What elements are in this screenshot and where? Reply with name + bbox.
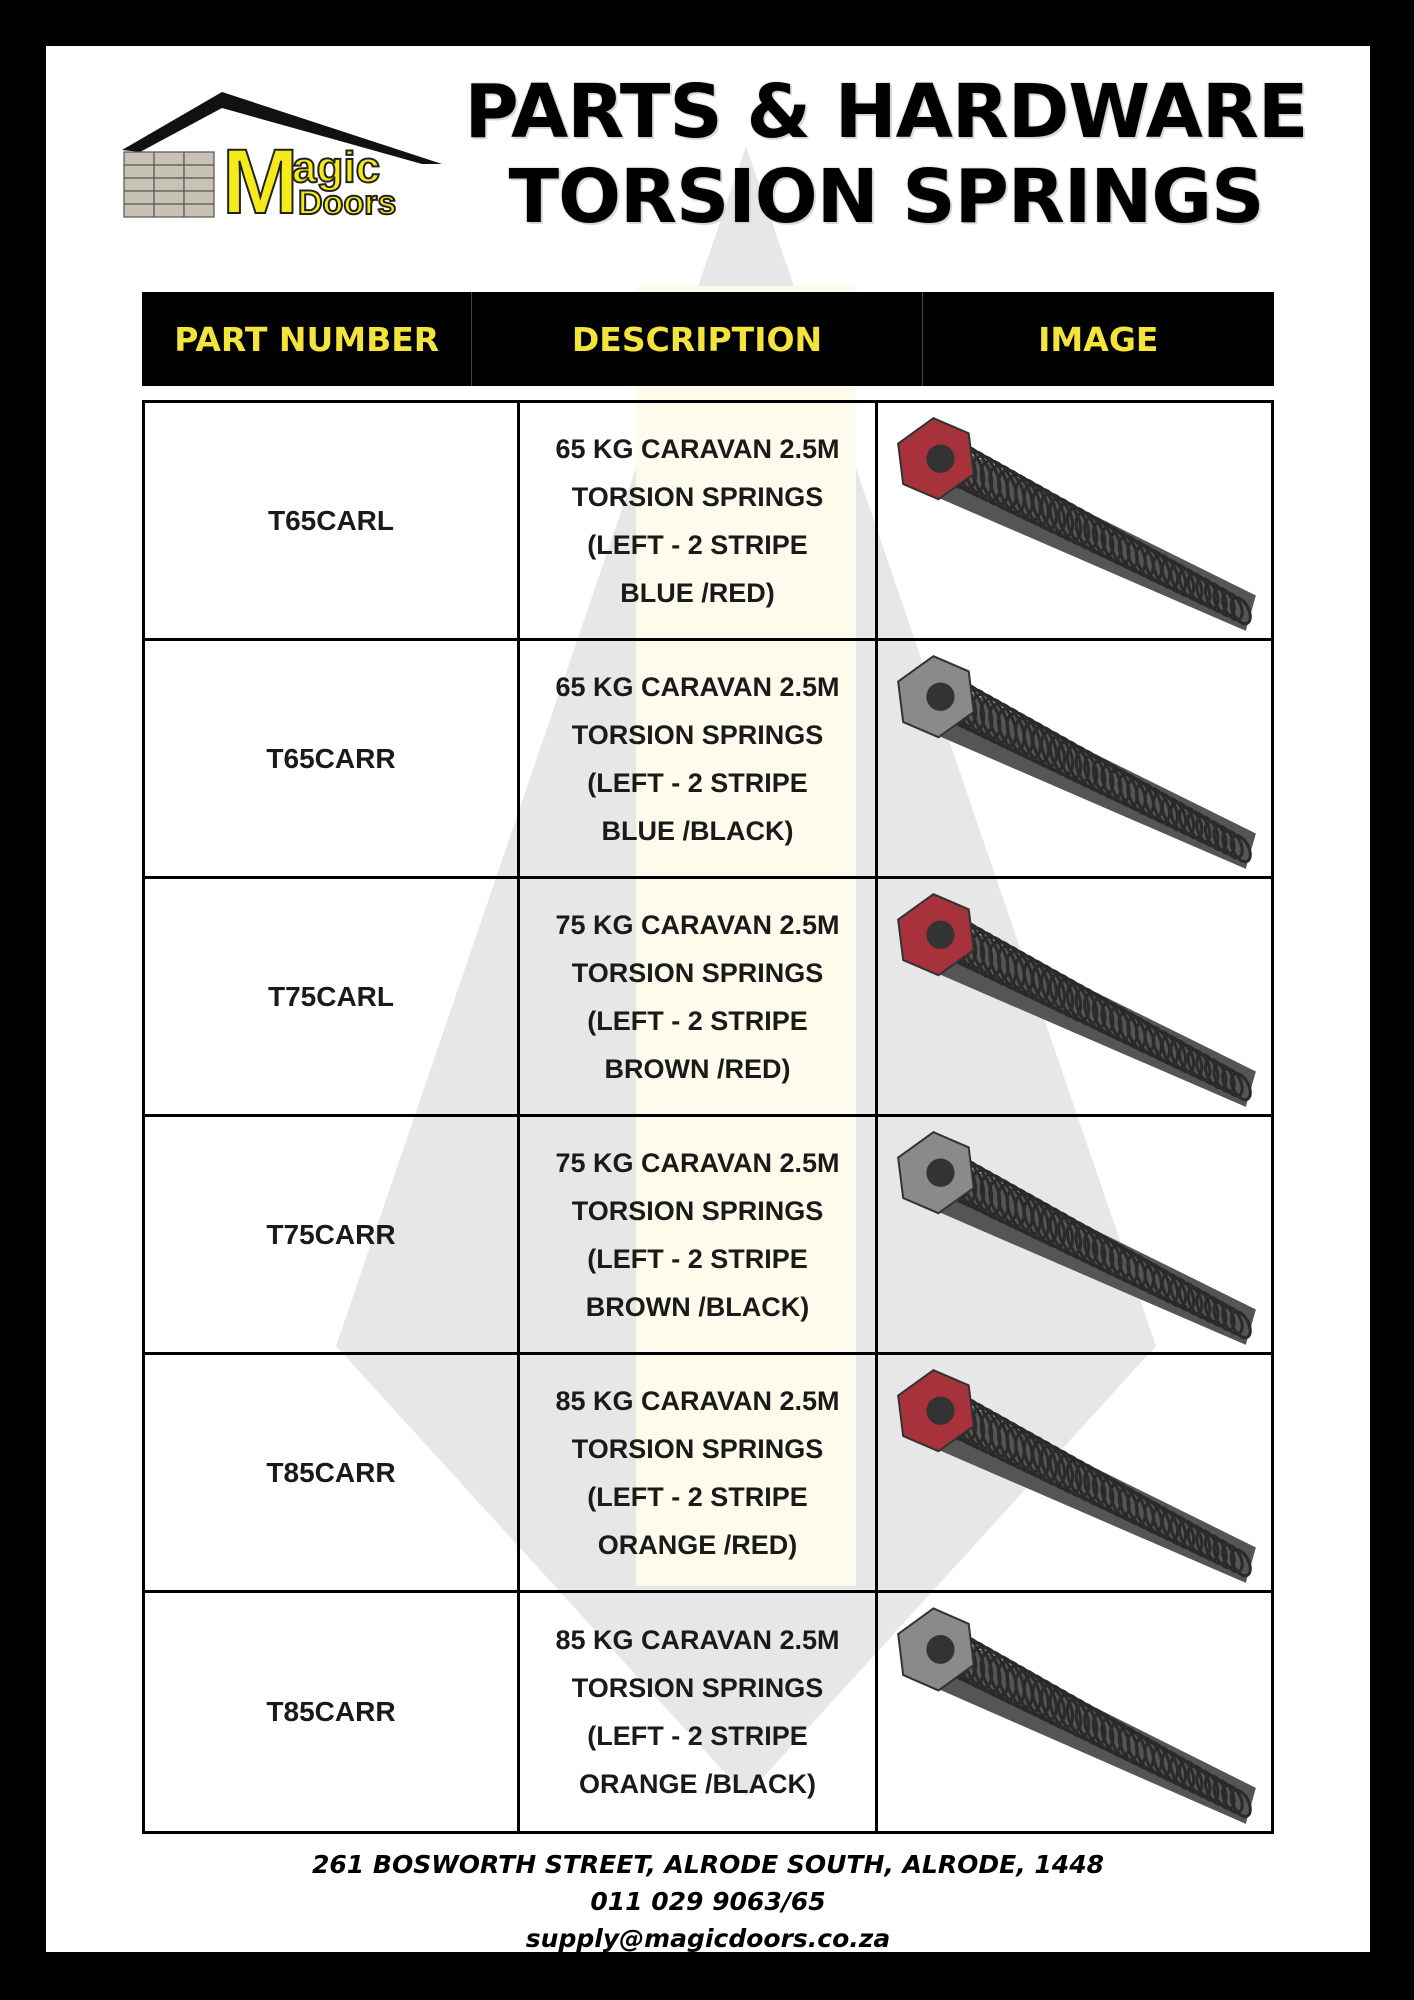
header-part-number: PART NUMBER: [142, 292, 472, 386]
part-number-cell: T75CARL: [145, 879, 520, 1114]
logo-wordmark: [222, 131, 397, 233]
torsion-spring-image: [878, 641, 1271, 876]
description-line: (LEFT - 2 STRIPE: [587, 1005, 808, 1036]
contact-footer: [46, 1846, 1370, 1952]
description-cell: [520, 1593, 878, 1831]
part-number-cell: T65CARL: [145, 403, 520, 638]
description-line: 65 KG CARAVAN 2.5M: [555, 433, 840, 464]
description-line: BLUE /RED): [620, 577, 775, 608]
product-table: [142, 400, 1274, 1834]
table-header: [142, 292, 1274, 386]
description-line: BLUE /BLACK): [601, 815, 794, 846]
torsion-spring-image: [878, 403, 1271, 638]
torsion-spring-image: [878, 879, 1271, 1114]
table-row: [145, 1593, 1271, 1831]
description-line: 85 KG CARAVAN 2.5M: [555, 1625, 840, 1655]
description-line: ORANGE /BLACK): [579, 1769, 816, 1799]
title-line-2: TORSION SPRINGS: [508, 154, 1264, 241]
description-line: TORSION SPRINGS: [571, 481, 824, 512]
table-row: [145, 1355, 1271, 1593]
description-line: TORSION SPRINGS: [571, 719, 824, 750]
logo-word-doors: Doors: [298, 184, 397, 222]
table-row: [145, 403, 1271, 641]
logo-word-agic: agic: [292, 143, 381, 192]
description-line: (LEFT - 2 STRIPE: [587, 1721, 808, 1751]
torsion-spring-image: [878, 1355, 1271, 1590]
footer-phone: 011 029 9063/65: [590, 1887, 826, 1916]
description-line: 85 KG CARAVAN 2.5M: [555, 1385, 840, 1416]
description-line: TORSION SPRINGS: [571, 1195, 824, 1226]
description-cell: [520, 403, 878, 638]
description-line: 75 KG CARAVAN 2.5M: [555, 909, 840, 940]
table-row: [145, 879, 1271, 1117]
page-title: [426, 69, 1346, 241]
description-line: (LEFT - 2 STRIPE: [587, 1481, 808, 1512]
description-line: TORSION SPRINGS: [571, 1673, 824, 1703]
description-line: TORSION SPRINGS: [571, 957, 824, 988]
description-line: (LEFT - 2 STRIPE: [587, 1243, 808, 1274]
description-line: ORANGE /RED): [597, 1529, 798, 1560]
description-cell: [520, 1117, 878, 1352]
description-line: (LEFT - 2 STRIPE: [587, 767, 808, 798]
description-cell: [520, 1355, 878, 1590]
description-line: TORSION SPRINGS: [571, 1433, 824, 1464]
description-line: BROWN /BLACK): [585, 1291, 810, 1322]
part-number-cell: T85CARR: [145, 1355, 520, 1590]
table-row: [145, 1117, 1271, 1355]
description-line: 65 KG CARAVAN 2.5M: [555, 671, 840, 702]
part-number-cell: T75CARR: [145, 1117, 520, 1352]
footer-address: 261 BOSWORTH STREET, ALRODE SOUTH, ALRODE, 1448: [312, 1850, 1104, 1879]
description-line: 75 KG CARAVAN 2.5M: [555, 1147, 840, 1178]
header-description: DESCRIPTION: [472, 292, 922, 386]
logo-letter-m: M: [222, 131, 299, 233]
description-line: BROWN /RED): [604, 1053, 791, 1084]
catalog-page: [46, 46, 1370, 1952]
part-number-cell: T65CARR: [145, 641, 520, 876]
part-number-cell: T85CARR: [145, 1593, 520, 1831]
torsion-spring-image: [878, 1117, 1271, 1352]
header-image: IMAGE: [1038, 319, 1159, 359]
table-row: [145, 641, 1271, 879]
torsion-spring-image: [878, 1593, 1271, 1831]
description-cell: [520, 879, 878, 1114]
title-line-1: PARTS & HARDWARE: [464, 69, 1308, 155]
footer-email: supply@magicdoors.co.za: [525, 1924, 891, 1952]
description-cell: [520, 641, 878, 876]
description-line: (LEFT - 2 STRIPE: [587, 529, 808, 560]
company-logo: [122, 92, 452, 232]
